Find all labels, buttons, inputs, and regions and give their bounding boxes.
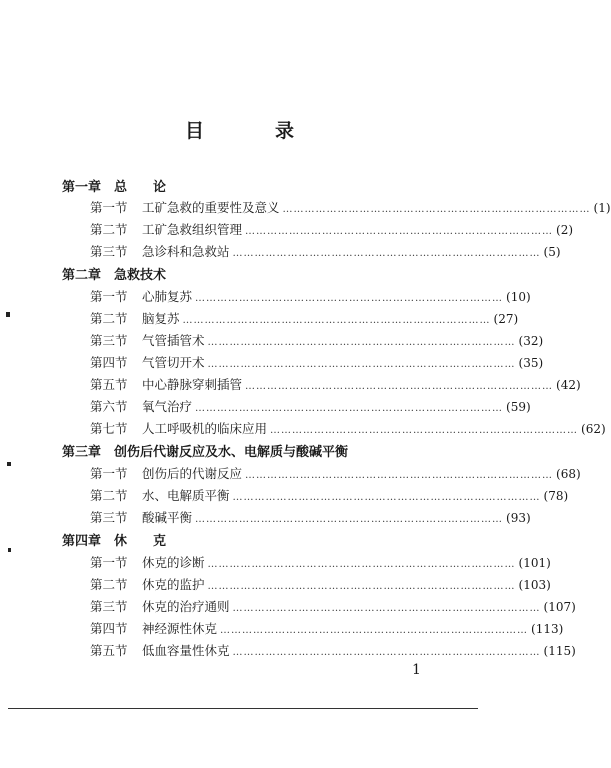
- dot-leader: …………………………………………………………………………: [195, 293, 504, 304]
- section-page: (68): [556, 467, 581, 481]
- dot-leader: …………………………………………………………………………: [232, 603, 541, 614]
- section-title: 脑复苏: [142, 311, 180, 326]
- toc-entry: [90, 353, 544, 371]
- section-label: 第三节: [90, 510, 128, 525]
- section-label: 第一节: [90, 200, 128, 215]
- toc-entry: [90, 508, 531, 526]
- section-page: (1): [593, 201, 611, 215]
- chapter-title: 休 克: [114, 534, 167, 549]
- dot-leader: …………………………………………………………………………: [207, 337, 516, 348]
- section-title: 工矿急救的重要性及意义: [142, 200, 280, 215]
- section-label: 第一节: [90, 289, 128, 304]
- section-page: (32): [518, 334, 544, 348]
- section-label: 第七节: [90, 421, 128, 436]
- section-title: 急诊科和急救站: [142, 244, 230, 259]
- chapter-title: 创伤后代谢反应及水、电解质与酸碱平衡: [114, 445, 349, 460]
- toc-entry: [90, 242, 561, 260]
- toc-entry: [90, 619, 564, 637]
- section-label: 第二节: [90, 577, 128, 592]
- chapter-title: 急救技术: [114, 268, 167, 283]
- toc-entry: [90, 287, 531, 305]
- section-title: 气管插管术: [142, 333, 205, 348]
- section-title: 休克的治疗通则: [142, 599, 230, 614]
- dot-leader: …………………………………………………………………………: [245, 470, 554, 481]
- section-label: 第二节: [90, 488, 128, 503]
- section-page: (2): [556, 223, 574, 237]
- section-title: 中心静脉穿刺插管: [142, 377, 243, 392]
- section-label: 第一节: [90, 466, 128, 481]
- toc-entry: [90, 486, 569, 504]
- section-title: 人工呼吸机的临床应用: [142, 421, 268, 436]
- chapter-heading: [62, 176, 166, 195]
- section-title: 酸碱平衡: [142, 510, 193, 525]
- chapter-heading: [62, 441, 348, 460]
- chapter-title: 总 论: [114, 180, 167, 195]
- section-page: (59): [506, 400, 531, 414]
- toc-entry: [90, 419, 606, 437]
- section-label: 第一节: [90, 555, 128, 570]
- section-page: (107): [543, 600, 576, 614]
- dot-leader: …………………………………………………………………………: [245, 381, 554, 392]
- section-page: (115): [543, 644, 576, 658]
- dot-leader: …………………………………………………………………………: [220, 625, 529, 636]
- section-label: 第三节: [90, 244, 128, 259]
- section-title: 低血容量性休克: [142, 643, 230, 658]
- dot-leader: …………………………………………………………………………: [207, 559, 516, 570]
- toc-entry: [90, 309, 519, 327]
- section-page: (101): [518, 556, 551, 570]
- chapter-label: 第一章: [62, 180, 102, 195]
- chapter-label: 第三章: [62, 445, 102, 460]
- section-label: 第六节: [90, 399, 128, 414]
- chapter-label: 第四章: [62, 534, 102, 549]
- section-title: 神经源性休克: [142, 621, 218, 636]
- toc-entry: [90, 198, 611, 216]
- toc-entry: [90, 375, 581, 393]
- dot-leader: …………………………………………………………………………: [282, 204, 591, 215]
- section-title: 心肺复苏: [142, 289, 193, 304]
- toc-entry: [90, 464, 581, 482]
- dot-leader: …………………………………………………………………………: [195, 403, 504, 414]
- section-page: (5): [543, 245, 561, 259]
- section-label: 第四节: [90, 621, 128, 636]
- dot-leader: …………………………………………………………………………: [232, 248, 541, 259]
- section-page: (78): [543, 489, 569, 503]
- section-title: 水、电解质平衡: [142, 488, 230, 503]
- toc-entry: [90, 641, 576, 659]
- chapter-heading: [62, 264, 166, 283]
- dot-leader: …………………………………………………………………………: [232, 492, 541, 503]
- dot-leader: …………………………………………………………………………: [195, 514, 504, 525]
- section-title: 气管切开术: [142, 355, 205, 370]
- toc-entry: [90, 397, 531, 415]
- toc-entry: [90, 220, 574, 238]
- section-label: 第五节: [90, 643, 128, 658]
- section-label: 第四节: [90, 355, 128, 370]
- dot-leader: …………………………………………………………………………: [207, 581, 516, 592]
- section-page: (103): [518, 578, 551, 592]
- page-number: 1: [412, 662, 421, 678]
- section-title: 氧气治疗: [142, 399, 193, 414]
- toc-entry: [90, 575, 551, 593]
- section-label: 第三节: [90, 333, 128, 348]
- section-page: (62): [581, 422, 606, 436]
- dot-leader: …………………………………………………………………………: [232, 647, 541, 658]
- section-title: 创伤后的代谢反应: [142, 466, 243, 481]
- section-label: 第三节: [90, 599, 128, 614]
- dot-leader: …………………………………………………………………………: [245, 226, 554, 237]
- section-title: 休克的监护: [142, 577, 205, 592]
- scan-speck: [8, 548, 11, 552]
- scan-speck: [6, 312, 10, 317]
- chapter-heading: [62, 530, 166, 549]
- page-title: 目 录: [184, 120, 320, 142]
- chapter-label: 第二章: [62, 268, 102, 283]
- section-page: (93): [506, 511, 531, 525]
- section-page: (113): [531, 622, 564, 636]
- section-page: (35): [518, 356, 544, 370]
- bottom-rule: [8, 708, 478, 709]
- dot-leader: …………………………………………………………………………: [207, 359, 516, 370]
- scan-speck: [7, 462, 11, 466]
- section-label: 第二节: [90, 222, 128, 237]
- section-label: 第五节: [90, 377, 128, 392]
- toc-entry: [90, 553, 551, 571]
- section-title: 工矿急救组织管理: [142, 222, 243, 237]
- section-label: 第二节: [90, 311, 128, 326]
- section-page: (27): [493, 312, 519, 326]
- toc-entry: [90, 597, 576, 615]
- section-page: (10): [506, 290, 531, 304]
- section-page: (42): [556, 378, 581, 392]
- section-title: 休克的诊断: [142, 555, 205, 570]
- dot-leader: …………………………………………………………………………: [182, 315, 491, 326]
- dot-leader: …………………………………………………………………………: [270, 425, 579, 436]
- toc-entry: [90, 331, 544, 349]
